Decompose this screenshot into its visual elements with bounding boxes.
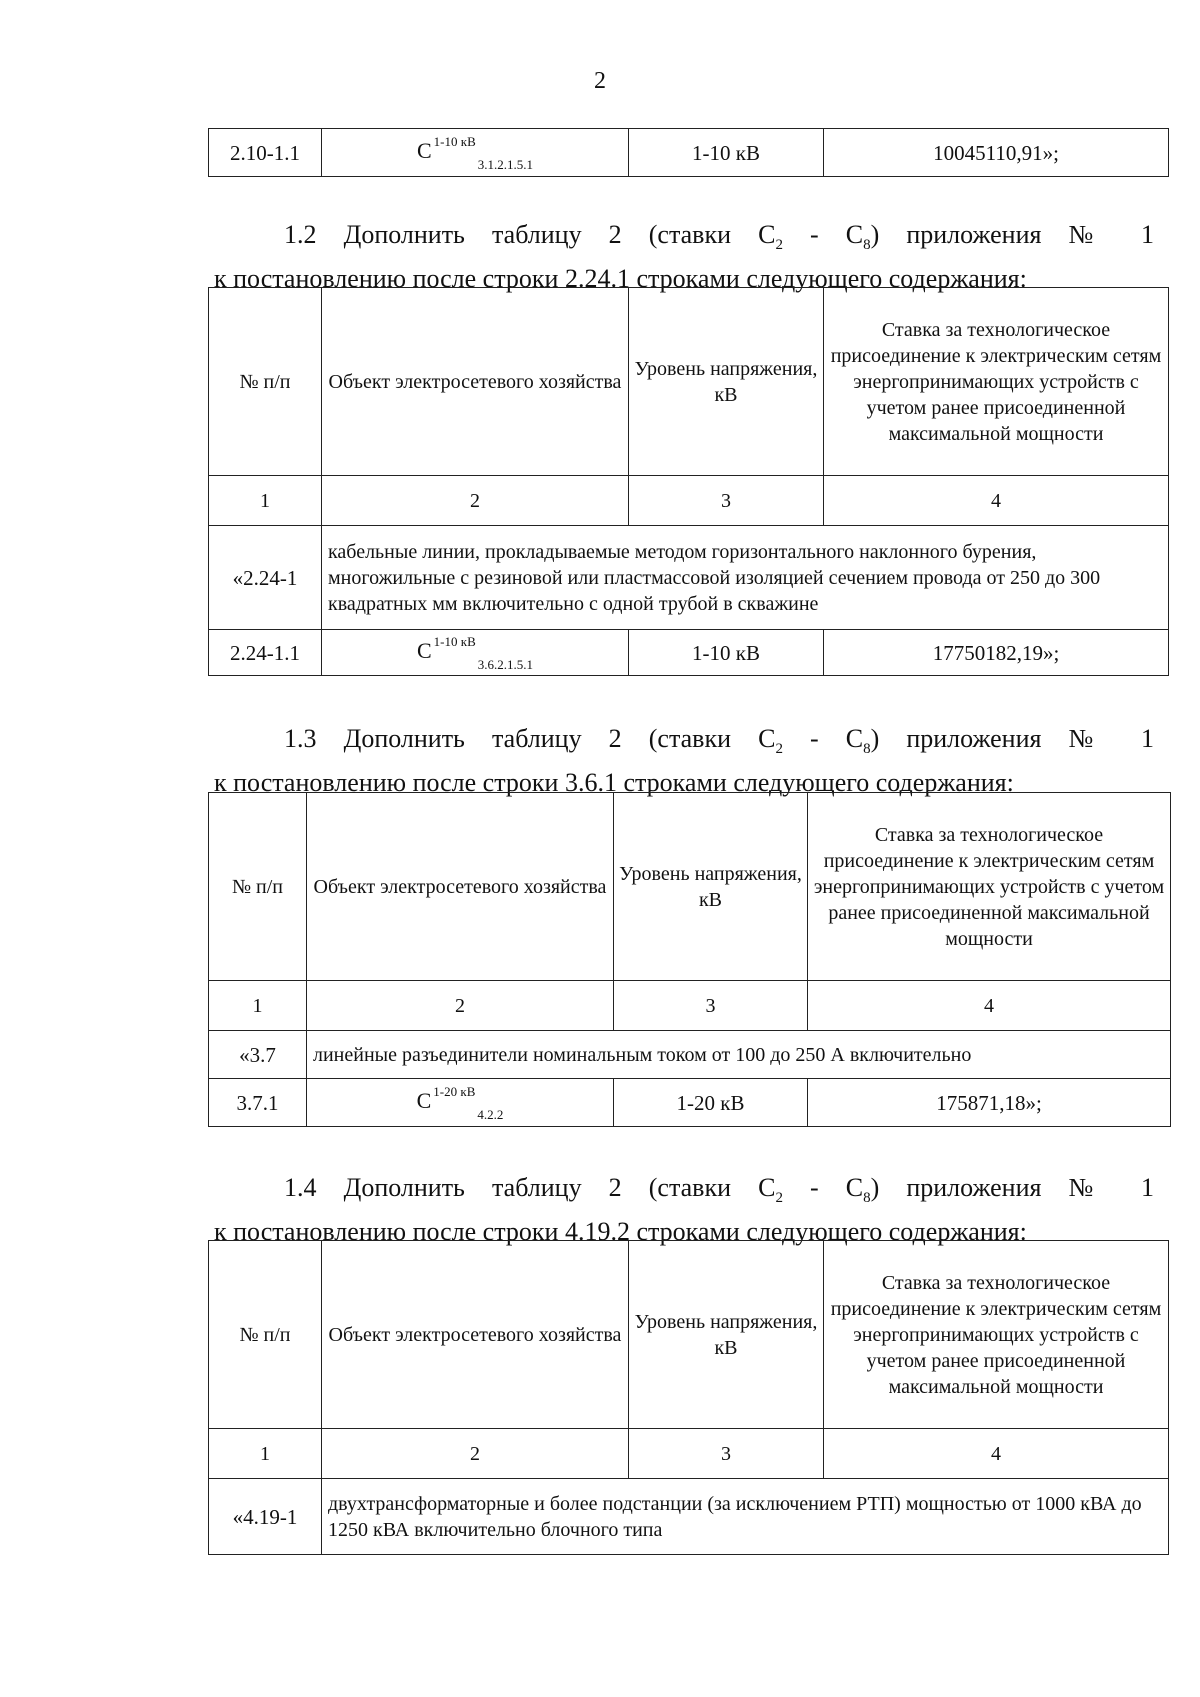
row-number: «3.7 — [209, 1031, 307, 1079]
table-row — [209, 1479, 1169, 1555]
paragraph-1-2: 1.2 Дополнить таблицу 2 (ставки $С_2 - С_8$) приложения № 1 к постановлению после строки 2.24.1 строками следующего содержания: — [214, 220, 1155, 294]
row-number: «4.19-1 — [209, 1479, 322, 1555]
header-object: Объект электросетевого хозяйства — [322, 1241, 629, 1429]
table-row — [209, 1031, 1171, 1079]
col-number: 2 — [307, 981, 614, 1031]
header-rate: Ставка за технологическое присоединение к электрическим сетям энергопринимающих устройств с учетом ранее присоединенной максимальной мощности — [824, 1241, 1169, 1429]
page-number: 2 — [594, 68, 606, 94]
header-num: № п/п — [209, 793, 307, 981]
col-number: 2 — [322, 1429, 629, 1479]
header-object: Объект электросетевого хозяйства — [307, 793, 614, 981]
continuation-table — [208, 128, 1169, 177]
col-number: 4 — [824, 1429, 1169, 1479]
header-voltage: Уровень напряжения, кВ — [614, 793, 808, 981]
rate-symbol: С $^{1-10 кВ}_{3.1.2.1.5.1}$ — [322, 129, 629, 177]
col-number: 3 — [629, 1429, 824, 1479]
header-voltage: Уровень напряжения, кВ — [629, 288, 824, 476]
paragraph-1-3: 1.3 Дополнить таблицу 2 (ставки $С_2 - С_8$) приложения № 1 к постановлению после строки 3.6.1 строками следующего содержания: — [214, 724, 1155, 798]
column-number-row — [209, 981, 1171, 1031]
row-number: 3.7.1 — [209, 1079, 307, 1127]
header-voltage: Уровень напряжения, кВ — [629, 1241, 824, 1429]
paragraph-1-4: 1.4 Дополнить таблицу 2 (ставки $С_2 - С_8$) приложения № 1 к постановлению после строки 4.19.2 строками следующего содержания: — [214, 1173, 1155, 1247]
col-number: 2 — [322, 476, 629, 526]
column-number-row — [209, 1429, 1169, 1479]
header-row — [209, 288, 1169, 476]
row-description: линейные разъединители номинальным током от 100 до 250 А включительно — [307, 1031, 1171, 1079]
voltage-level: 1-10 кВ — [629, 129, 824, 177]
row-description: двухтрансформаторные и более подстанции (за исключением РТП) мощностью от 1000 кВА до 1250 кВА включительно блочного типа — [322, 1479, 1169, 1555]
rate-symbol: С $^{1-20 кВ}_{4.2.2}$ — [307, 1079, 614, 1127]
col-number: 4 — [808, 981, 1171, 1031]
col-number: 3 — [614, 981, 808, 1031]
table-row — [209, 1079, 1171, 1127]
table-section-1-4 — [208, 1240, 1169, 1555]
row-number: «2.24-1 — [209, 526, 322, 630]
rate-value: 175871,18»; — [808, 1079, 1171, 1127]
col-number: 3 — [629, 476, 824, 526]
header-row — [209, 793, 1171, 981]
header-rate: Ставка за технологическое присоединение к электрическим сетям энергопринимающих устройств с учетом ранее присоединенной максимальной мощности — [808, 793, 1171, 981]
header-row — [209, 1241, 1169, 1429]
table-section-1-3 — [208, 792, 1171, 1127]
table-section-1-2 — [208, 287, 1169, 676]
table-row — [209, 526, 1169, 630]
header-rate: Ставка за технологическое присоединение к электрическим сетям энергопринимающих устройств с учетом ранее присоединенной максимальной мощности — [824, 288, 1169, 476]
column-number-row — [209, 476, 1169, 526]
header-num: № п/п — [209, 1241, 322, 1429]
rate-value: 10045110,91»; — [824, 129, 1169, 177]
row-number: 2.10-1.1 — [209, 129, 322, 177]
col-number: 1 — [209, 981, 307, 1031]
header-object: Объект электросетевого хозяйства — [322, 288, 629, 476]
voltage-level: 1-20 кВ — [614, 1079, 808, 1127]
table-row — [209, 630, 1169, 676]
table-row — [209, 129, 1169, 177]
row-description: кабельные линии, прокладываемые методом горизонтального наклонного бурения, многожильные с резиновой или пластмассовой изоляцией сечением провода от 250 до 300 квадратных мм включительно с одной трубой в скважине — [322, 526, 1169, 630]
voltage-level: 1-10 кВ — [629, 630, 824, 676]
rate-symbol: С $^{1-10 кВ}_{3.6.2.1.5.1}$ — [322, 630, 629, 676]
col-number: 4 — [824, 476, 1169, 526]
rate-value: 17750182,19»; — [824, 630, 1169, 676]
row-number: 2.24-1.1 — [209, 630, 322, 676]
col-number: 1 — [209, 476, 322, 526]
header-num: № п/п — [209, 288, 322, 476]
col-number: 1 — [209, 1429, 322, 1479]
